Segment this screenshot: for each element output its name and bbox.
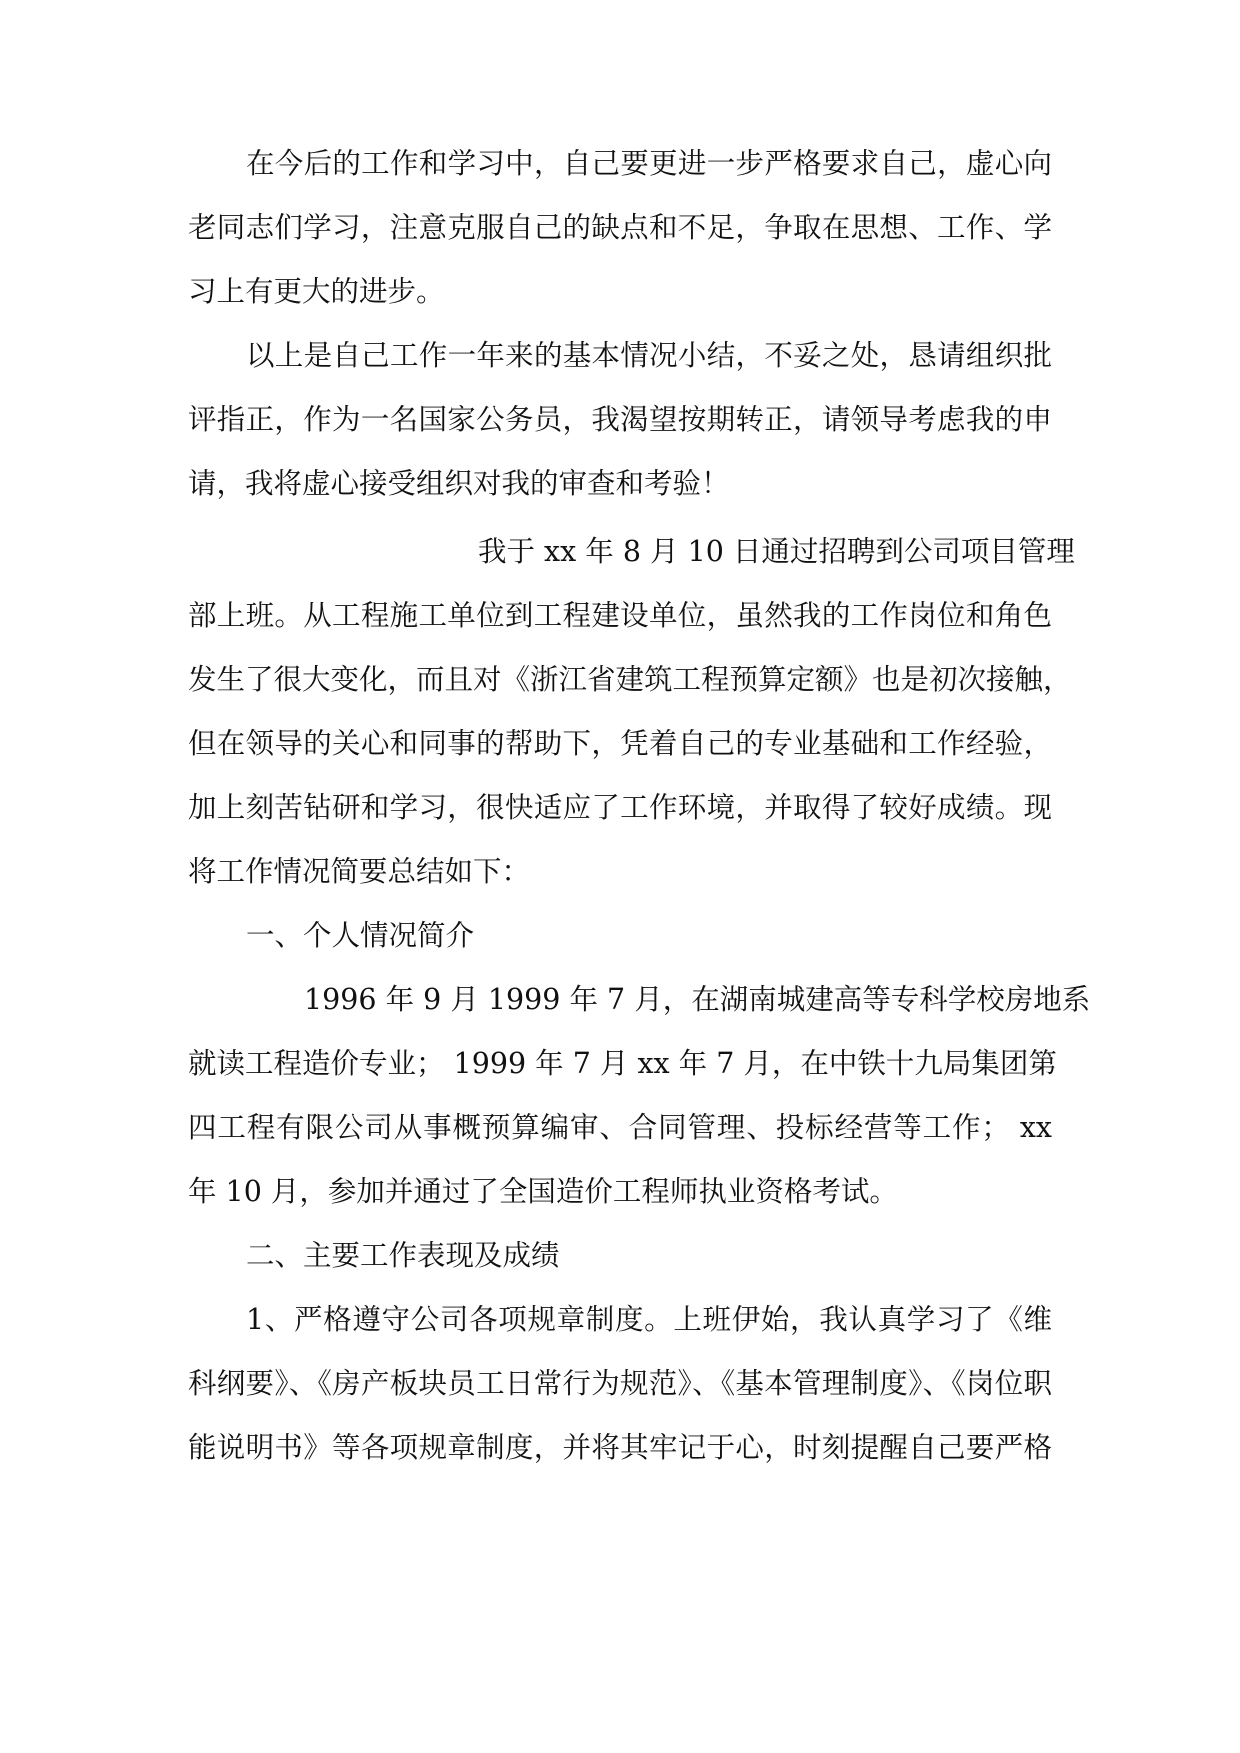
text-line: 就读工程造价专业； 1999 年 7 月 xx 年 7 月，在中铁十九局集团第	[188, 1047, 1057, 1080]
text-line: 部上班。从工程施工单位到工程建设单位，虽然我的工作岗位和角色	[188, 599, 1052, 632]
text-line: 年 10 月，参加并通过了全国造价工程师执业资格考试。	[188, 1175, 898, 1208]
text-line: 能说明书》等各项规章制度，并将其牢记于心，时刻提醒自己要严格	[188, 1431, 1052, 1464]
text-line: 我于 xx 年 8 月 10 日通过招聘到公司项目管理	[478, 535, 1075, 568]
text-line: 四工程有限公司从事概预算编审、合同管理、投标经营等工作； xx	[188, 1111, 1052, 1144]
text-line: 以上是自己工作一年来的基本情况小结，不妥之处，恳请组织批	[246, 339, 1052, 372]
text-line: 加上刻苦钻研和学习，很快适应了工作环境，并取得了较好成绩。现	[188, 791, 1052, 824]
text-line: 发生了很大变化，而且对《浙江省建筑工程预算定额》也是初次接触，	[188, 663, 1072, 696]
section-heading-performance: 二、主要工作表现及成绩	[246, 1239, 560, 1272]
text-line: 在今后的工作和学习中，自己要更进一步严格要求自己，虚心向	[246, 147, 1052, 180]
closing-section	[188, 132, 1052, 516]
text-line: 老同志们学习，注意克服自己的缺点和不足，争取在思想、工作、学	[188, 211, 1052, 244]
text-line: 1、严格遵守公司各项规章制度。上班伊始，我认真学习了《维	[246, 1303, 1052, 1336]
text-line: 请，我将虚心接受组织对我的审查和考验！	[188, 467, 730, 500]
work-summary-section	[188, 520, 1091, 1480]
text-line: 科纲要》、《房产板块员工日常行为规范》、《基本管理制度》、《岗位职	[188, 1367, 1052, 1400]
text-line: 习上有更大的进步。	[188, 275, 445, 308]
text-line: 评指正，作为一名国家公务员，我渴望按期转正，请领导考虑我的申	[188, 403, 1052, 436]
text-line: 将工作情况简要总结如下：	[188, 855, 531, 888]
text-line: 1996 年 9 月 1999 年 7 月，在湖南城建高等专科学校房地系	[304, 983, 1091, 1016]
text-line: 但在领导的关心和同事的帮助下，凭着自己的专业基础和工作经验，	[188, 727, 1052, 760]
section-heading-personal-info: 一、个人情况简介	[246, 919, 475, 952]
